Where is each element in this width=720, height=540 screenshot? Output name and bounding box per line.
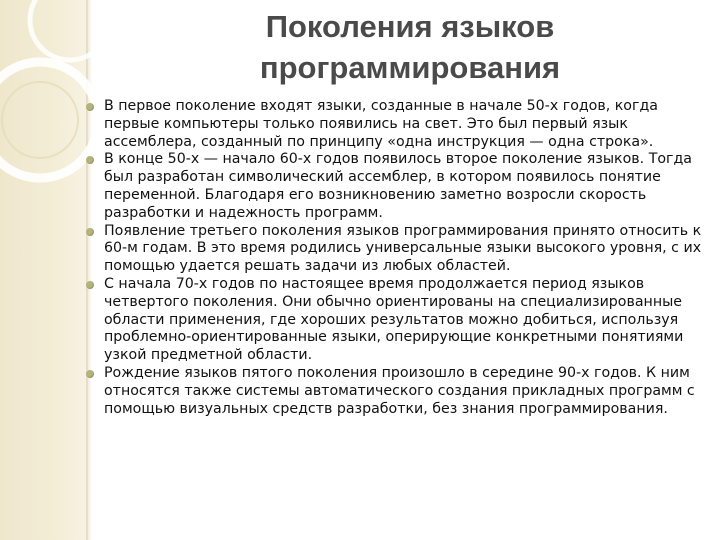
bullet-text: Рождение языков пятого поколения произошло в середине 90-х годов. К ним относятся также системы автоматического создания прикладных программ с помощью визуальных средств разработки, без знания программирования. xyxy=(104,364,695,417)
list-item xyxy=(84,365,716,418)
bullet-text: В первое поколение входят языки, созданные в начале 50-х годов, когда первые компьютеры только появились на свет. Это был первый язык ассемблера, созданный по принципу «одна инструкция — одна строка». xyxy=(104,98,658,150)
bullet-icon xyxy=(86,228,94,236)
bullet-text: С начала 70-х годов по настоящее время продолжается период языков четвертого поколения. Они обычно ориентированы на специализированные области применения, где хороших результатов можно добиться, используя проблемно-ориентированные языки, оперирующие конкретными понятиями узкой предметной области. xyxy=(104,275,684,364)
bullet-text: Появление третьего поколения языков программирования принято относить к 60-м годам. В это время родились универсальные языки высокого уровня, с их помощью удается решать задачи из любых областей. xyxy=(104,222,702,275)
bullet-text: В конце 50-х — начало 60-х годов появилось второе поколение языков. Тогда был разработан символический ассемблер, в котором появилось понятие переменной. Благодаря его возникновению заметно возросли скорость разработки и надежность программ. xyxy=(104,151,692,221)
bullet-icon xyxy=(86,281,94,289)
bullet-icon xyxy=(86,156,94,164)
list-item xyxy=(84,276,716,365)
page-title xyxy=(150,6,670,88)
bullet-icon xyxy=(86,370,94,378)
list-item xyxy=(84,223,716,276)
bullet-list xyxy=(84,98,716,418)
list-item xyxy=(84,98,716,151)
bullet-icon xyxy=(86,103,94,111)
list-item xyxy=(84,151,716,222)
title-line-1: Поколения языков xyxy=(265,9,555,44)
title-line-2: программирования xyxy=(259,50,561,85)
